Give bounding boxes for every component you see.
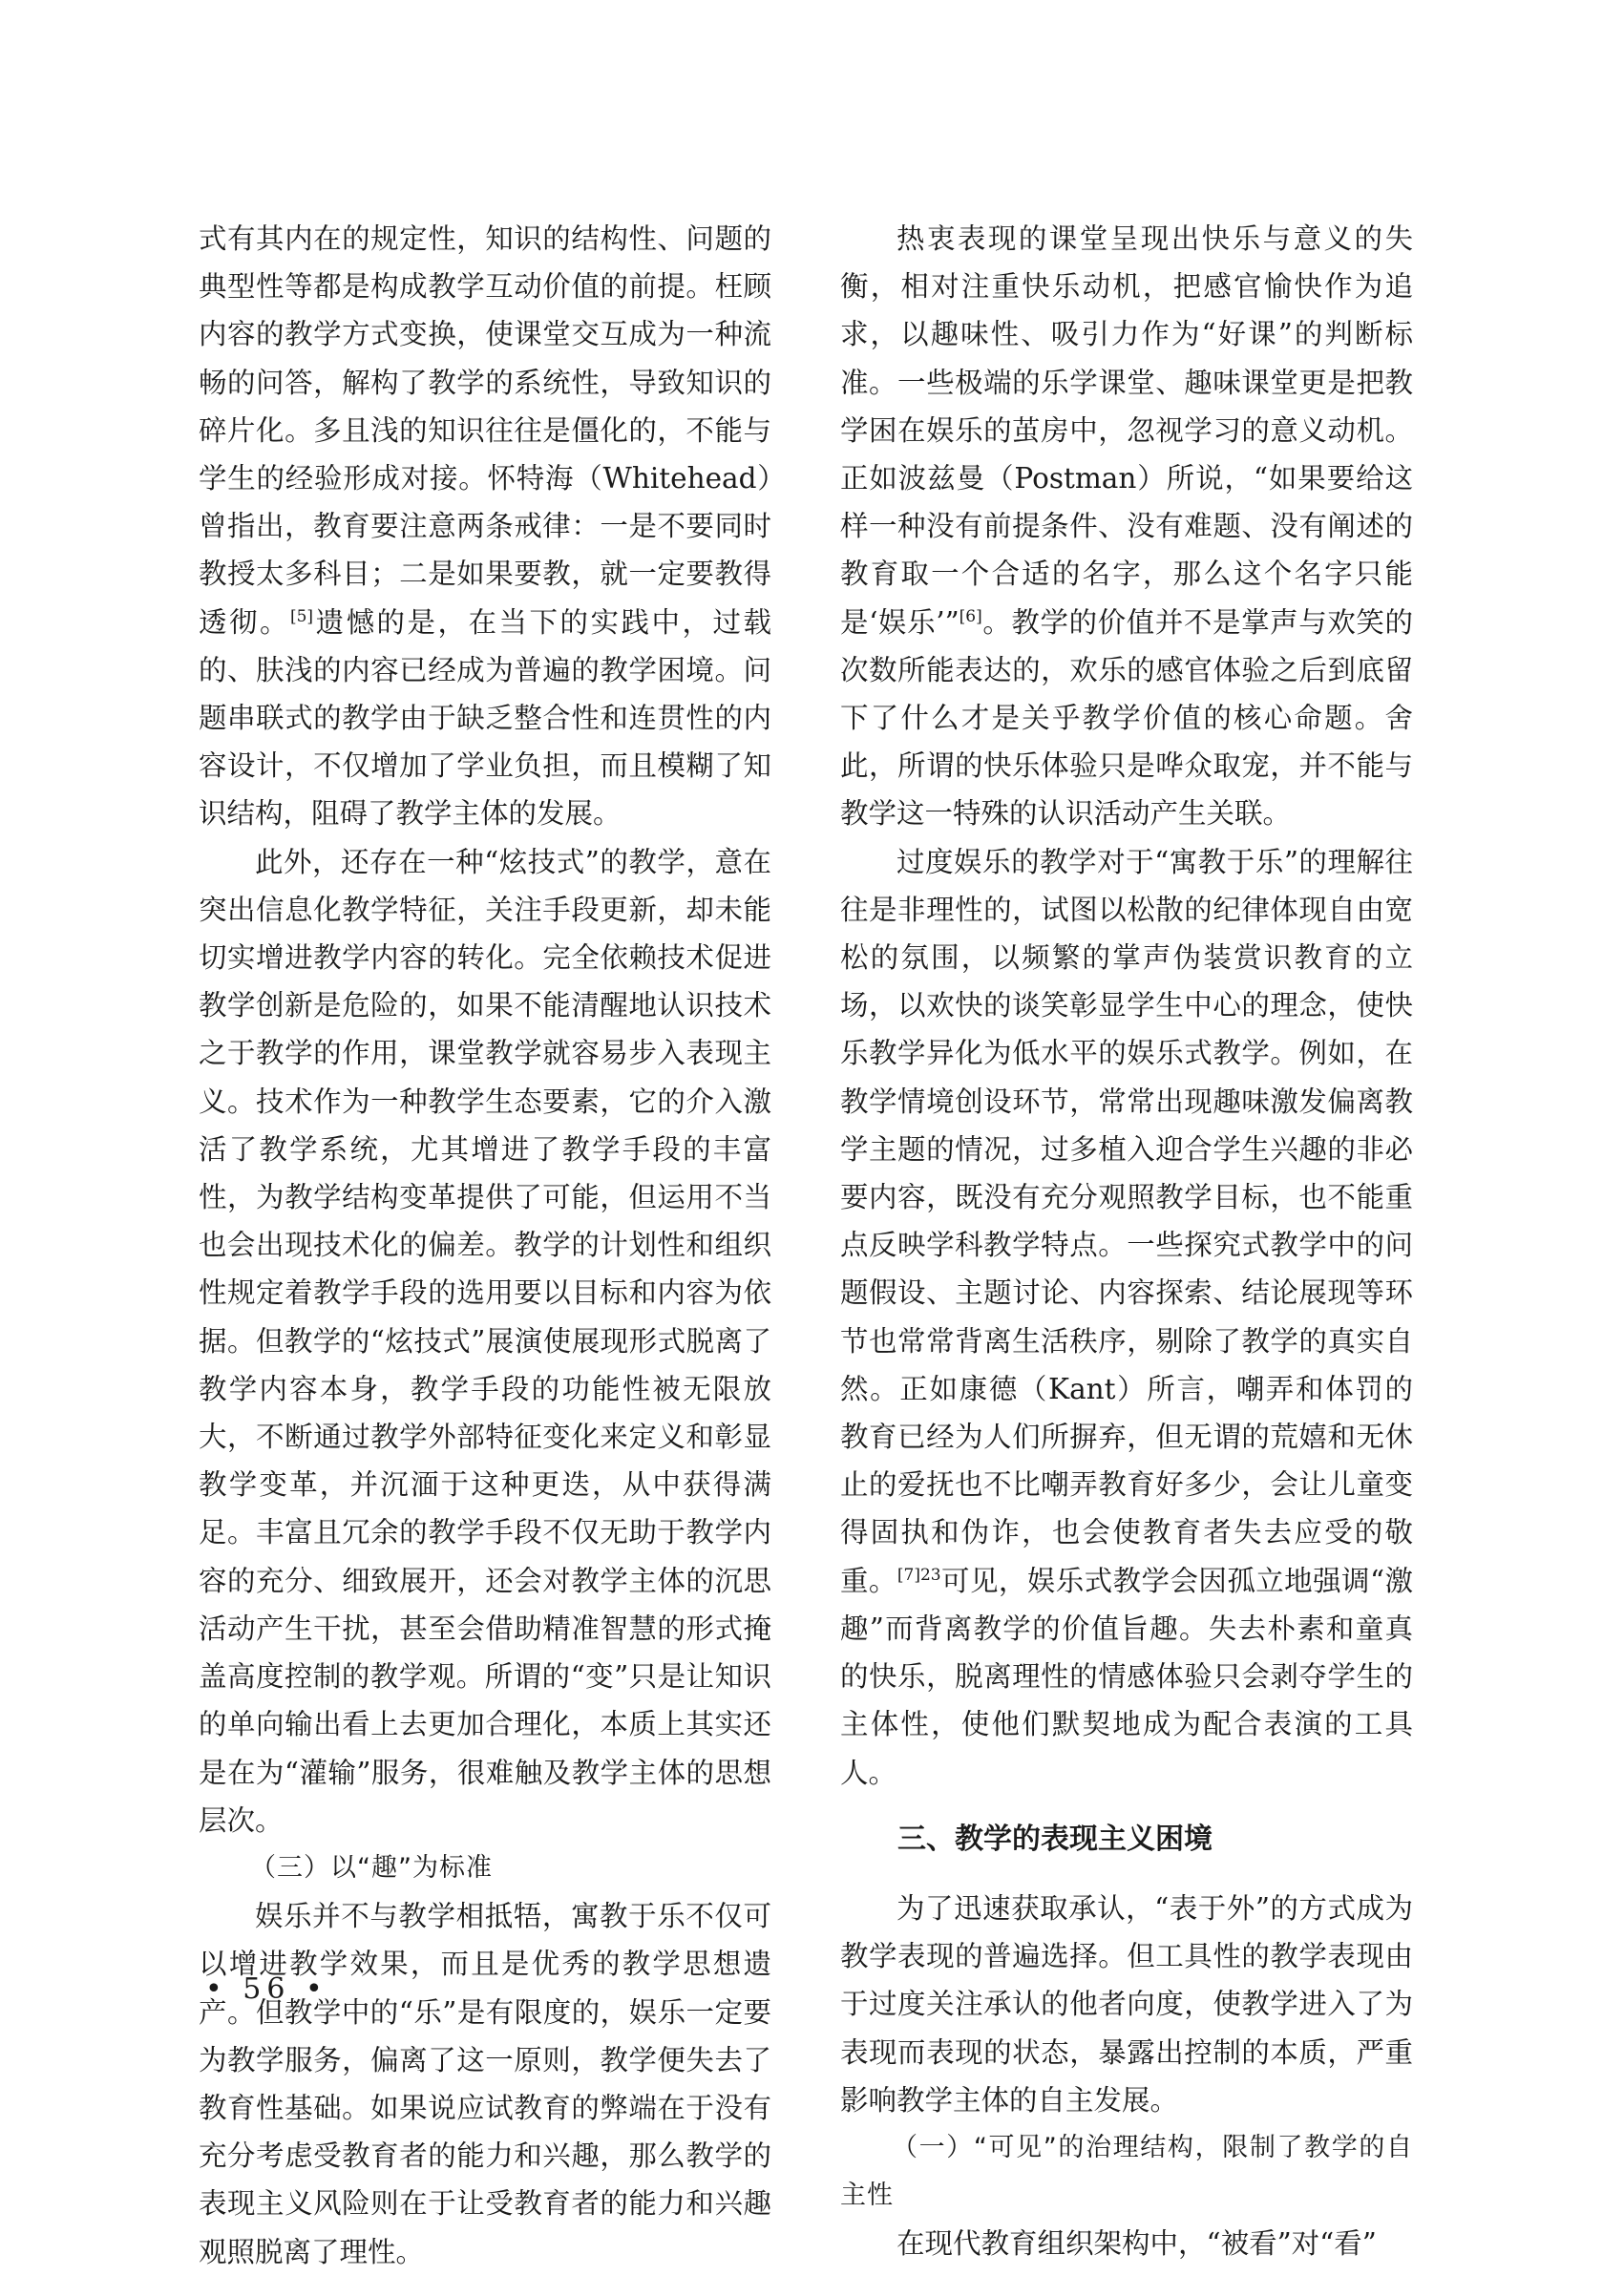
citation-ref: [5] [289, 606, 314, 626]
paragraph-text: 遗憾的是，在当下的实践中，过载的、肤浅的内容已经成为普遍的教学困境。问题串联式的教学由于缺乏整合性和连贯性的内容设计，不仅增加了学业负担，而且模糊了知识结构，阻碍了教学主体的发展。 [199, 605, 771, 831]
paragraph: 此外，还存在一种“炫技式”的教学，意在突出信息化教学特征，关注手段更新，却未能切实增进教学内容的转化。完全依赖技术促进教学创新是危险的，如果不能清醒地认识技术之于教学的作用，课堂教学就容易步入表现主义。技术作为一种教学生态要素，它的介入激活了教学系统，尤其增进了教学手段的丰富性，为教学结构变革提供了可能，但运用不当也会出现技术化的偏差。教学的计划性和组织性规定着教学手段的选用要以目标和内容为依据。但教学的“炫技式”展演使展现形式脱离了教学内容本身，教学手段的功能性被无限放大，不断通过教学外部特征变化来定义和彰显教学变革，并沉湎于这种更迭，从中获得满足。丰富且冗余的教学手段不仅无助于教学内容的充分、细致展开，还会对教学主体的沉思活动产生干扰，甚至会借助精准智慧的形式掩盖高度控制的教学观。所谓的“变”只是让知识的单向输出看上去更加合理化，本质上其实还是在为“灌输”服务，很难触及教学主体的思想层次。 [199, 845, 771, 1837]
subsection-heading: （一）“可见”的治理结构，限制了教学的自主性 [840, 2132, 1413, 2211]
paragraph: 在现代教育组织架构中，“被看”对“看” [896, 2227, 1377, 2261]
subsection-heading: （三）以“趣”为标准 [250, 1852, 493, 1883]
paragraph-text: 。教学的价值并不是掌声与欢笑的次数所能表达的，欢乐的感官体验之后到底留下了什么才是关乎教学价值的核心命题。舍此，所谓的快乐体验只是哗众取宠，并不能与教学这一特殊的认识活动产生关联。 [840, 605, 1413, 831]
paragraph-text: 过度娱乐的教学对于“寓教于乐”的理解往往是非理性的，试图以松散的纪律体现自由宽松的氛围，以频繁的掌声伪装赏识教育的立场，以欢快的谈笑彰显学生中心的理念，使快乐教学异化为低水平的娱乐式教学。例如，在教学情境创设环节，常常出现趣味激发偏离教学主题的情况，过多植入迎合学生兴趣的非必要内容，既没有充分观照教学目标，也不能重点反映学科教学特点。一些探究式教学中的问题假设、主题讨论、内容探索、结论展现等环节也常常背离生活秩序，剔除了教学的真实自然。正如康德（Kant）所言，嘲弄和体罚的教育已经为人们所摒弃，但无谓的荒嬉和无休止的爱抚也不比嘲弄教育好多少，会让儿童变得固执和伪诈，也会使教育者失去应受的敬重。 [840, 845, 1413, 1597]
paragraph-text: 可见，娱乐式教学会因孤立地强调“激趣”而背离教学的价值旨趣。失去朴素和童真的快乐，脱离理性的情感体验只会剥夺学生的主体性，使他们默契地成为配合表演的工具人。 [840, 1564, 1413, 1789]
citation-ref: [7]23 [896, 1565, 941, 1585]
paragraph-text: 式有其内在的规定性，知识的结构性、问题的典型性等都是构成教学互动价值的前提。枉顾内容的教学方式变换，使课堂交互成为一种流畅的问答，解构了教学的系统性，导致知识的碎片化。多且浅的知识往往是僵化的，不能与学生的经验形成对接。怀特海（Whitehead）曾指出，教育要注意两条戒律：一是不要同时教授太多科目；二是如果要教，就一定要教得透彻。 [199, 222, 771, 639]
citation-ref: [6] [959, 606, 982, 626]
paragraph: 为了迅速获取承认，“表于外”的方式成为教学表现的普遍选择。但工具性的教学表现由于过度关注承认的他者向度，使教学进入了为表现而表现的状态，暴露出控制的本质，严重影响教学主体的自主发展。 [840, 1891, 1413, 2117]
paragraph: 娱乐并不与教学相抵牾，寓教于乐不仅可以增进教学效果，而且是优秀的教学思想遗产。但教学中的“乐”是有限度的，娱乐一定要为教学服务，偏离了这一原则，教学便失去了教育性基础。如果说应试教育的弊端在于没有充分考虑受教育者的能力和兴趣，那么教学的表现主义风险则在于让受教育者的能力和兴趣观照脱离了理性。 [199, 1900, 771, 2268]
paragraph [840, 215, 1413, 838]
left-column [199, 215, 771, 2276]
paragraph-text: 热衷表现的课堂呈现出快乐与意义的失衡，相对注重快乐动机，把感官愉快作为追求，以趣味性、吸引力作为“好课”的判断标准。一些极端的乐学课堂、趣味课堂更是把教学困在娱乐的茧房中，忽视学习的意义动机。正如波兹曼（Postman）所说，“如果要给这样一种没有前提条件、没有难题、没有阐述的教育取一个合适的名字，那么这个名字只能是‘娱乐’” [840, 222, 1413, 639]
right-column [840, 215, 1413, 2268]
section-heading: 三、教学的表现主义困境 [897, 1822, 1213, 1856]
paragraph [199, 215, 771, 838]
paragraph [840, 838, 1413, 1797]
page-number: • 56 • [205, 1972, 328, 2006]
